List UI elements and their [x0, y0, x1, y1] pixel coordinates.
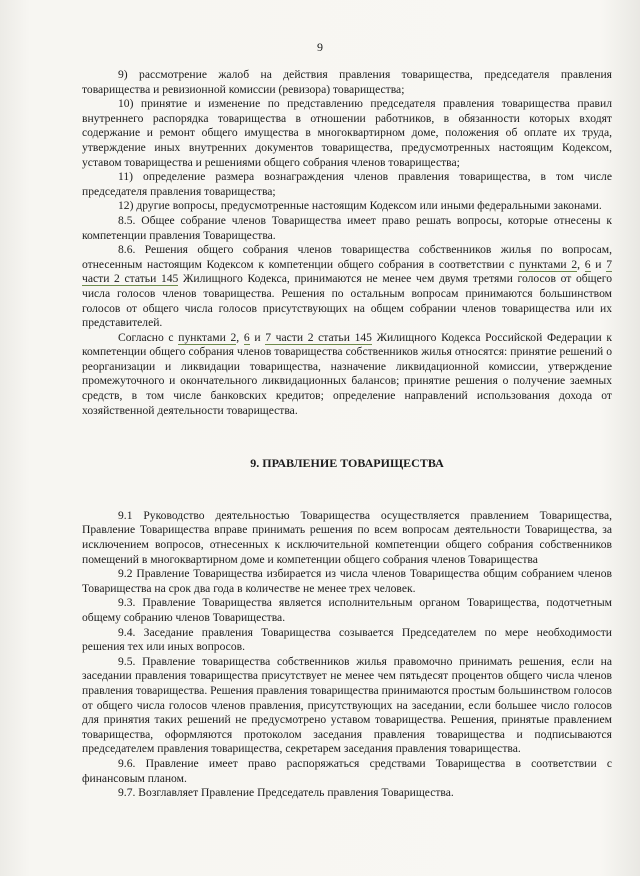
law-reference-link[interactable]: пунктами 2	[178, 330, 237, 344]
text-fragment: Жилищного Кодекса, принимаются не менее чем двумя третями голосов от общего числа голосов членов товарищества. Решения по остальным вопросам принимаются большинством голосов от общего числа голосов присутствующих на общем собрании членов товарищества или их представителей.	[82, 272, 612, 330]
text-fragment: и	[249, 330, 266, 344]
paragraph-9-4: 9.4. Заседание правления Товарищества созывается Председателем по мере необходимости решения тех или иных вопросов.	[82, 625, 612, 654]
paragraph-8-4-11: 11) определение размера вознаграждения членов правления товарищества, в том числе председателя правления товарищества;	[82, 170, 612, 198]
paragraph-9-6: 9.6. Правление имеет право распоряжаться средствами Товарищества в соответствии с финансовым планом.	[82, 756, 612, 785]
document-body	[82, 68, 612, 801]
paragraph-9-5: 9.5. Правление товарищества собственников жилья правомочно принимать решения, если на заседании правления товарищества присутствует не менее чем пятьдесят процентов общего числа членов правления товарищества. Решения правления товарищества принимаются простым большинством голосов от общего числа голосов членов правления, присутствующих на заседании, если большее число голосов для принятия таких решений не предусмотрено уставом товарищества. Решения, принятые правлением товарищества, оформляются протоколом заседания правления товарищества и подписываются председателем правления товарищества, секретарем заседания правления товарищества.	[82, 654, 612, 756]
paragraph-9-2: 9.2 Правление Товарищества избирается из числа членов Товарищества общим собранием членов Товарищества на срок два года в количестве не менее трех человек.	[82, 567, 612, 595]
paragraph-8-4-12: 12) другие вопросы, предусмотренные настоящим Кодексом или иными федеральными законами.	[118, 199, 602, 213]
text-fragment: ,	[236, 330, 244, 344]
section-heading: 9. ПРАВЛЕНИЕ ТОВАРИЩЕСТВА	[250, 456, 444, 471]
text-fragment: и	[590, 257, 607, 271]
law-reference-link[interactable]: 7 части 2 статьи 145	[265, 330, 372, 344]
law-reference-link[interactable]: пунктами 2	[519, 257, 578, 271]
law-reference-link[interactable]: 6	[243, 330, 250, 344]
law-reference-link[interactable]: 7 части 2 статьи 145	[82, 257, 613, 286]
page-number: 9	[317, 40, 323, 54]
paragraph-soglasno	[82, 331, 612, 419]
law-reference-link[interactable]: 6	[584, 257, 591, 271]
paragraph-9-7: 9.7. Возглавляет Правление Председатель правления Товарищества.	[118, 786, 454, 800]
paragraph-8-6	[82, 243, 612, 331]
text-fragment: 8.6. Решения общего собрания членов товарищества собственников жилья по вопросам, отнесенным настоящим Кодексом к компетенции общего собрания в соответствии с	[82, 243, 612, 271]
paragraph-9-3: 9.3. Правление Товарищества является исполнительным органом Товарищества, подотчетным общему собранию членов Товарищества.	[82, 596, 612, 624]
paragraph-8-4-10: 10) принятие и изменение по представлению председателя правления товарищества правил внутреннего распорядка товарищества в отношении работников, в обязанности которых входят содержание и ремонт общего имущества в многоквартирном доме, положения об оплате их труда, утверждение иных внутренних документов товарищества, предусмотренных настоящим Кодексом, уставом товарищества и решениями общего собрания членов товарищества;	[82, 97, 612, 169]
text-fragment: Согласно с	[118, 330, 179, 344]
paragraph-9-1: 9.1 Руководство деятельностью Товарищества осуществляется правлением Товарищества, Правление Товарищества вправе принимать решения по всем вопросам деятельности Товарищества, за исключением вопросов, отнесенных к исключительной компетенции общего собрания собственников помещений в многоквартирном доме и компетенции общего собрания членов Товарищества	[82, 508, 612, 566]
paragraph-8-5: 8.5. Общее собрание членов Товарищества имеет право решать вопросы, которые отнесены к компетенции правления Товарищества.	[82, 213, 612, 242]
text-fragment: ,	[577, 257, 585, 271]
paragraph-8-4-9: 9) рассмотрение жалоб на действия правления товарищества, председателя правления товарищества и ревизионной комиссии (ревизора) товарищества;	[82, 68, 612, 96]
text-fragment: Жилищного Кодекса Российской Федерации к компетенции общего собрания членов товарищества собственников жилья относятся: принятие решений о реорганизации и ликвидации товарищества, назначение ликвидационной комиссии, утверждение промежуточного и окончательного ликвидационных балансов; принятие решения о получение заемных средств, в том числе банковских кредитов; определение направлений использования дохода от хозяйственной деятельности товарищества.	[82, 330, 613, 417]
